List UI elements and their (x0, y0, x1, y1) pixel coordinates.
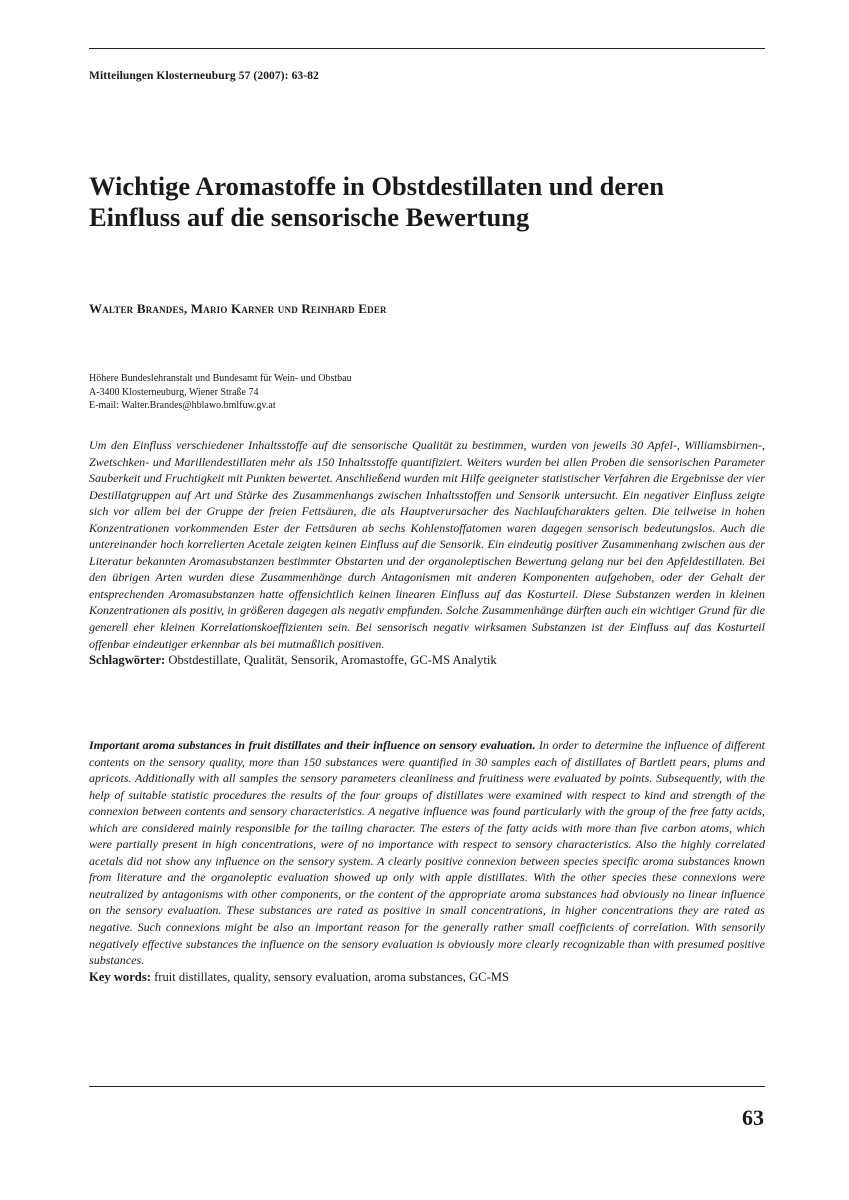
affiliation (89, 372, 352, 413)
affiliation-address: A-3400 Klosterneuburg, Wiener Straße 74 (89, 386, 259, 398)
journal-citation: Mitteilungen Klosterneuburg 57 (2007): 63-82 (89, 70, 319, 82)
author-list: Walter Brandes, Mario Karner und Reinhard Eder (89, 301, 387, 316)
keywords-english-list: fruit distillates, quality, sensory evaluation, aroma substances, GC-MS (154, 969, 509, 984)
abstract-english (89, 737, 765, 985)
abstract-english-title: Important aroma substances in fruit distillates and their influence on sensory evaluation. (89, 738, 536, 752)
keywords-german-label: Schlagwörter: (89, 653, 166, 668)
abstract-german-text: Um den Einfluss verschiedener Inhaltsstoffe auf die sensorische Qualität zu bestimmen, wurden von jeweils 30 Apfel-, Williamsbirnen-, Zwetschken- und Marillendestillaten mehr als 150 Inhaltsstoffe quantifiziert. Weiters wurden bei allen Proben die sensorischen Parameter Sauberkeit und Fruchtigkeit mit Punkten bewertet. Anschließend wurden mit Hilfe geeigneter statistischer Verfahren die Ergebnisse der vier Destillatgruppen auf Art und Stärke des Zusammenhangs zwischen Inhaltsstoffen und Sensorik untersucht. Ein negativer Einfluss zeigte sich vor allem bei der Gruppe der freien Fettsäuren, die als Hauptverursacher des Nachlaufcharakters gelten. Die teilweise in hohen Konzentrationen vorkommenden Ester der Fettsäuren ab sechs Kohlenstoffatomen waren dagegen sensorisch bedeutungslos. Auch die untereinander hoch korrelierten Acetale zeigten keinen Einfluss auf die Sensorik. Ein eindeutig positiver Zusammenhang zwischen aus der Literatur bekannten Aromasubstanzen bestimmter Obstarten und der organoleptischen Bewertung gelang nur bei den Apfeldestillaten. Bei den übrigen Arten wurden diese Zusammenhänge durch Antagonismen mit anderen Komponenten aufgehoben, oder der Gehalt der entsprechenden Aromasubstanzen hatte offensichtlich keinen linearen Einfluss auf das Kosturteil. Diese Substanzen werden in kleinen Konzentrationen als positiv, in größeren dagegen als negativ empfunden. Solche Zusammenhänge dürften auch ein wichtiger Grund für die generell eher kleinen Korrelationskoeffizienten sein. Bei sensorisch negativ wirksamen Substanzen ist der Einfluss auf das Kosturteil offenbar eindeutiger erkennbar als bei mutmaßlich positiven. (89, 438, 765, 651)
abstract-english-text: In order to determine the influence of different contents on the sensory quality, more than 150 substances were quantified in 30 samples each of distillates of Bartlett pears, plums and apricots. Additionally with all samples the sensory parameters cleanliness and fruitiness were evaluated by points. Subsequently, with the help of suitable statistic procedures the results of the four groups of distillates were examined with respect to kind and strength of the connexion between contents and sensory characteristics. A negative influence was found particularly with the group of the free fatty acids, which are considered mainly responsible for the tailing character. The esters of the fatty acids with more than five carbon atoms, which were partially present in high concentrations, were of no importance with respect to sensory characteristics. Also the highly correlated acetals did not show any influence on the sensory system. A clearly positive connexion between species specific aroma substances known from literature and the organoleptic evaluation showed up only with apple distillates. With the other species these connexions were neutralized by antagonisms with other components, or the content of the appropriate aroma substances had obviously no linear influence on the sensory evaluation. These substances are rated as positive in small concentrations, in higher concentrations they are rated as negative. Such connexions might be also an important reason for the generally rather small coefficients of correlation. With sensorily negatively effective substances the influence on the sensory evaluation is obviously more clearly recognizable than with presumed positive substances. (89, 738, 766, 968)
footer-rule (89, 1086, 765, 1087)
keywords-german (89, 652, 765, 669)
article-title (89, 171, 779, 233)
keywords-english-label: Key words: (89, 969, 151, 984)
article-title-line-2: Einfluss auf die sensorische Bewertung (89, 202, 530, 232)
article-title-line-1: Wichtige Aromastoffe in Obstdestillaten und deren (89, 171, 664, 201)
page-number: 63 (742, 1105, 764, 1130)
abstract-german (89, 437, 765, 669)
header-rule (89, 48, 765, 49)
keywords-english (89, 969, 765, 986)
affiliation-institute: Höhere Bundeslehranstalt und Bundesamt für Wein- und Obstbau (89, 373, 352, 384)
keywords-german-list: Obstdestillate, Qualität, Sensorik, Aromastoffe, GC-MS Analytik (168, 653, 497, 668)
affiliation-email: E-mail: Walter.Brandes@hblawo.bmlfuw.gv.at (89, 400, 276, 411)
abstract-english-body (89, 737, 765, 969)
